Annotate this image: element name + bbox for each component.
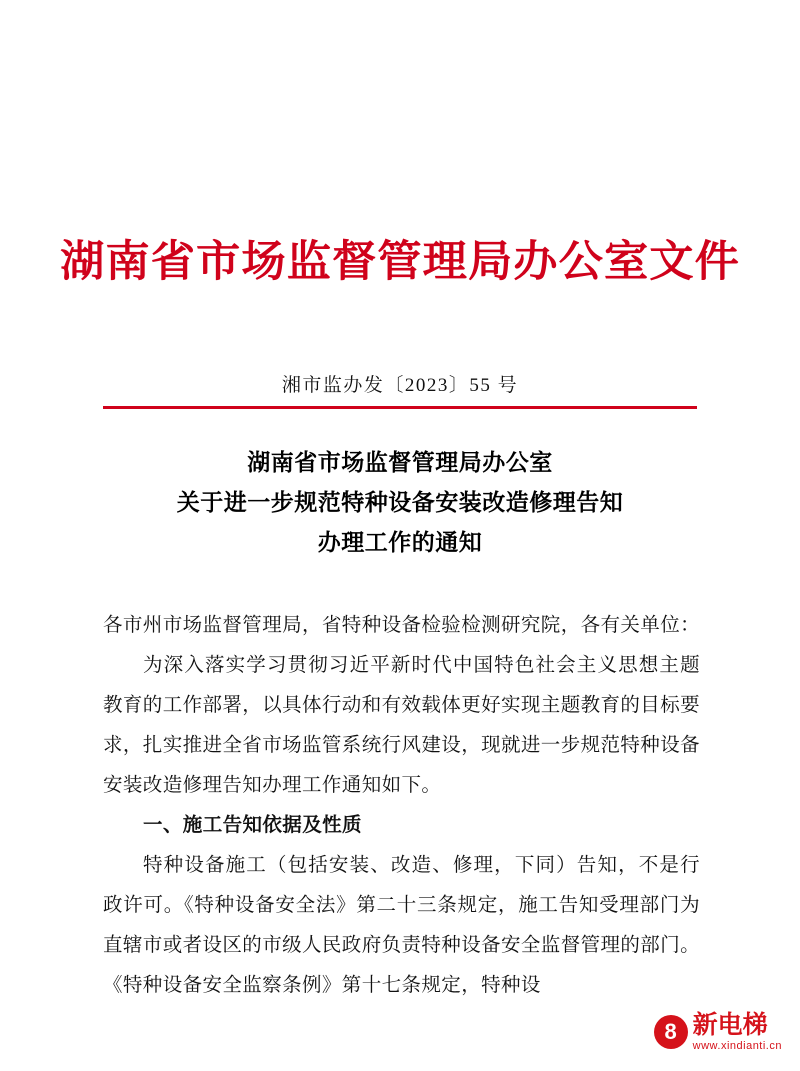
red-divider-rule [103, 406, 697, 409]
watermark-site-name: 新电梯 [692, 1011, 768, 1039]
subject-line-3: 办理工作的通知 [317, 530, 483, 555]
document-subject [103, 443, 697, 563]
section-heading-1: 一、施工告知依据及性质 [143, 815, 362, 836]
subject-line-1: 湖南省市场监督管理局办公室 [247, 450, 553, 475]
body-paragraph-1: 为深入落实学习贯彻习近平新时代中国特色社会主义思想主题教育的工作部署，以具体行动和有效载体更好实现主题教育的目标要求，扎实推进全省市场监管系统行风建设，现就进一步规范特种设备安装改造修理告知办理工作通知如下。 [103, 655, 701, 796]
issuer-banner-title: 湖南省市场监督管理局办公室文件 [60, 239, 740, 286]
site-watermark [622, 1003, 782, 1061]
document-body [103, 606, 700, 1006]
document-number: 湘市监办发〔2023〕55 号 [281, 375, 519, 396]
subject-line-2: 关于进一步规范特种设备安装改造修理告知 [176, 490, 624, 515]
section-paragraph-1: 特种设备施工（包括安装、改造、修理，下同）告知，不是行政许可。《特种设备安全法》第二十三条规定，施工告知受理部门为直辖市或者设区的市级人民政府负责特种设备安全监督管理的部门。《特种设备安全监察条例》第十七条规定，特种设 [103, 855, 701, 996]
document-banner [0, 238, 800, 287]
watermark-texts [693, 1011, 782, 1053]
recipient-line: 各市州市场监督管理局，省特种设备检验检测研究院，各有关单位： [103, 615, 701, 636]
watermark-logo-icon: 8 [654, 1015, 688, 1049]
watermark-site-url: www.xindianti.cn [692, 1040, 782, 1052]
